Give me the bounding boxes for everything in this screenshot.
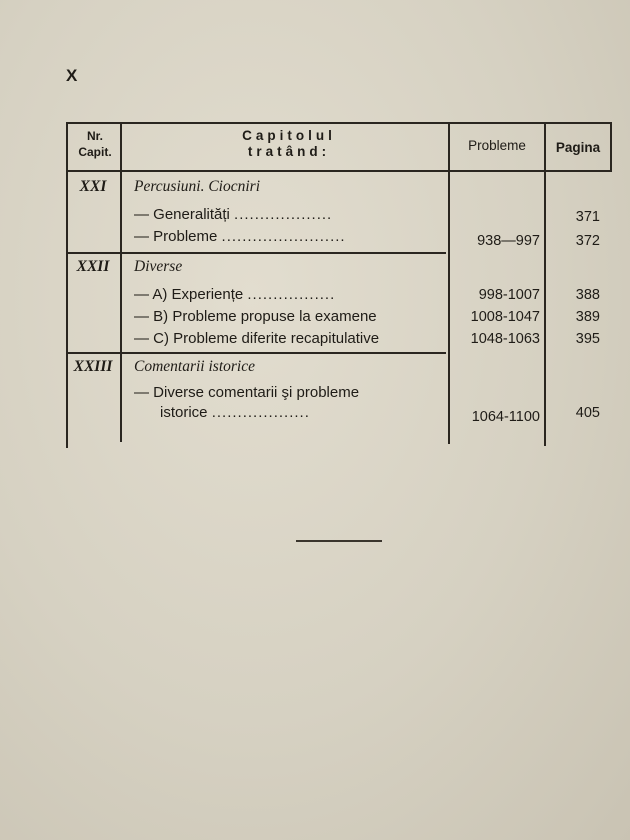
toc-entry bbox=[160, 404, 310, 422]
leader-dots: ........................ bbox=[221, 228, 346, 245]
entry-page: 388 bbox=[575, 287, 600, 303]
toc-entry bbox=[134, 308, 377, 326]
chapter-number: XXII bbox=[76, 258, 110, 275]
toc-entry bbox=[134, 228, 346, 246]
header-text: Nr. bbox=[86, 129, 103, 143]
toc-entry bbox=[134, 286, 335, 304]
leader-dots: ................... bbox=[234, 206, 333, 223]
leader-dots: ................... bbox=[211, 404, 310, 421]
entry-problems: 938—997 bbox=[477, 233, 540, 249]
entry-text: istorice bbox=[160, 404, 208, 421]
chapter-number: XXIII bbox=[73, 358, 113, 375]
header-chapter-number bbox=[70, 128, 120, 160]
entry-page: 371 bbox=[575, 209, 600, 225]
toc-entry bbox=[134, 330, 379, 348]
leader-dots: ................. bbox=[247, 286, 336, 303]
chapter-number: XXI bbox=[79, 178, 107, 195]
header-text: Capit. bbox=[78, 145, 112, 159]
table-right-border bbox=[610, 122, 612, 172]
header-problems: Probleme bbox=[468, 138, 526, 153]
toc-entry bbox=[134, 384, 359, 402]
end-rule bbox=[296, 540, 382, 542]
entry-text: — A) Experiențe bbox=[134, 286, 244, 303]
chapter-title: Percusiuni. Ciocniri bbox=[134, 178, 260, 195]
entry-problems: 1064-1100 bbox=[471, 409, 540, 425]
entry-page: 389 bbox=[575, 309, 600, 325]
group-divider bbox=[66, 252, 446, 254]
entry-page: 372 bbox=[575, 233, 600, 249]
header-chapter-title bbox=[134, 128, 444, 160]
chapter-title: Comentarii istorice bbox=[134, 358, 255, 375]
entry-page: 395 bbox=[575, 331, 600, 347]
header-divider bbox=[66, 170, 612, 172]
group-divider bbox=[66, 352, 446, 354]
entry-problems: 998-1007 bbox=[478, 287, 540, 303]
table-top-border bbox=[66, 122, 612, 124]
entry-text: — Generalități bbox=[134, 206, 230, 223]
entry-text: — Diverse comentarii şi probleme bbox=[134, 384, 360, 401]
header-text: tratând: bbox=[247, 144, 331, 159]
entry-problems: 1008-1047 bbox=[470, 309, 540, 325]
entry-text: — C) Probleme diferite recapitulative bbox=[134, 330, 380, 347]
entry-page: 405 bbox=[575, 405, 600, 421]
entry-text: — Probleme bbox=[134, 228, 218, 245]
contents-table bbox=[64, 118, 614, 448]
entry-problems: 1048-1063 bbox=[470, 331, 540, 347]
chapter-title: Diverse bbox=[134, 258, 183, 275]
page-number: X bbox=[66, 66, 78, 85]
entry-text: — B) Probleme propuse la examene bbox=[134, 308, 377, 325]
header-text: Capitolul bbox=[242, 128, 336, 143]
header-page: Pagina bbox=[555, 140, 601, 155]
toc-entry bbox=[134, 206, 332, 224]
